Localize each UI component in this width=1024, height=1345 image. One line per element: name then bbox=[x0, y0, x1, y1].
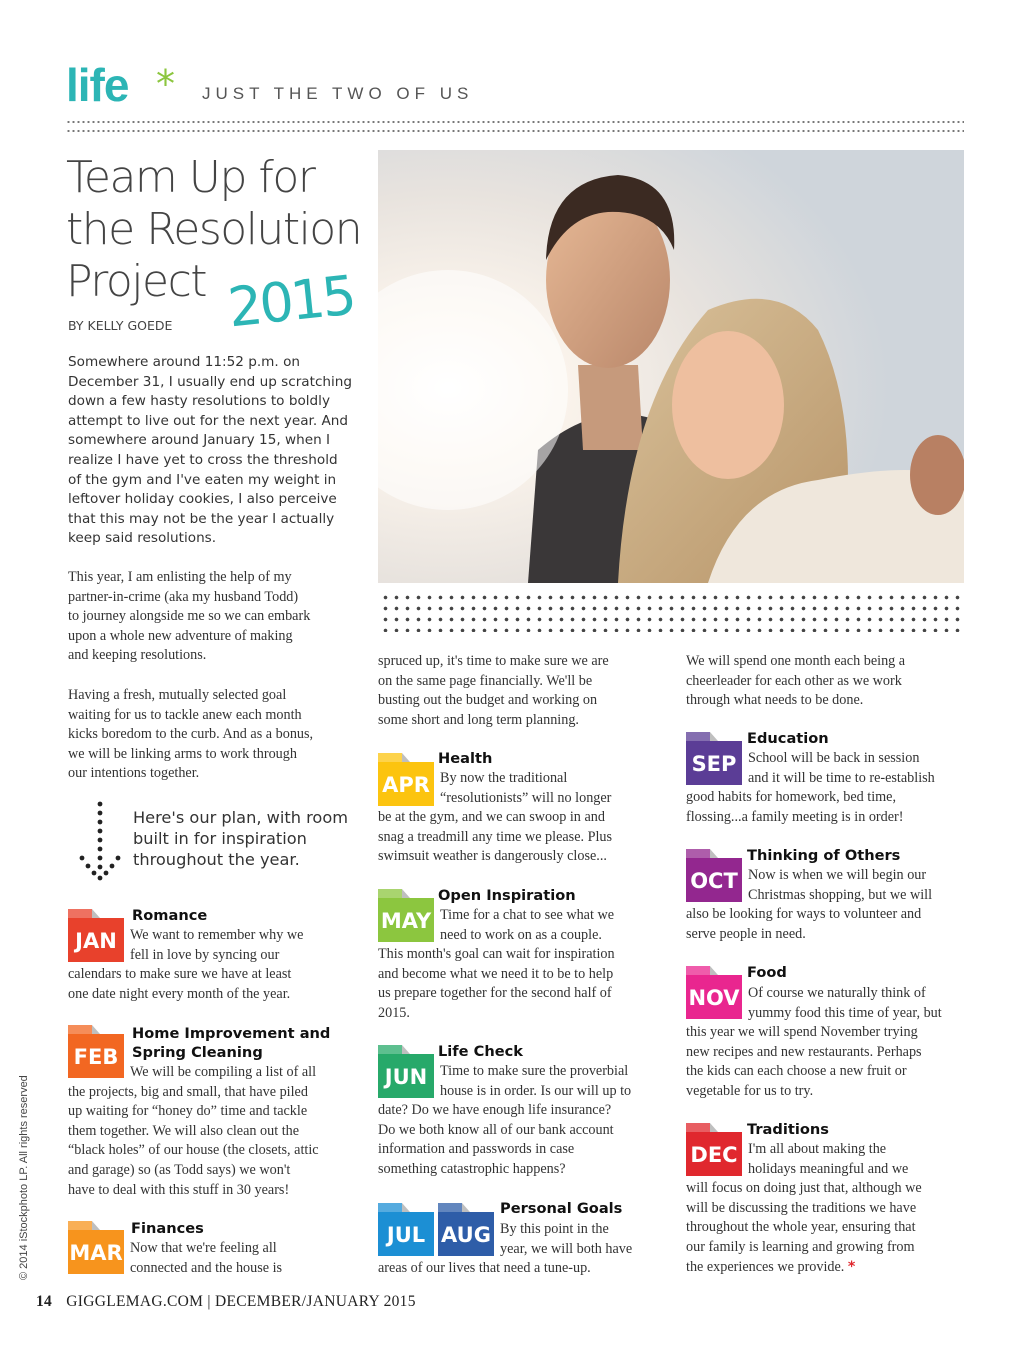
text-line: Now is when we will begin our bbox=[748, 867, 927, 883]
body-paragraph bbox=[68, 686, 313, 784]
text-line: something catastrophic happens? bbox=[378, 1160, 566, 1177]
subsection-label: JUST THE TWO OF US bbox=[202, 84, 474, 103]
text-line: and become what we need it to be to help bbox=[378, 965, 614, 982]
text-line: house is in order. Is our will up to bbox=[440, 1082, 632, 1099]
text-line: December 31, I usually end up scratching bbox=[68, 373, 353, 390]
month-heading: Life Check bbox=[438, 1043, 523, 1060]
text-line: waiting for us to tackle anew each month bbox=[68, 706, 302, 723]
text-line: kicks boredom to the curb. And as a bonus, bbox=[68, 726, 314, 743]
text-line: leftover holiday cookies, I also perceive bbox=[68, 491, 337, 508]
text-line: Spring Cleaning bbox=[132, 1044, 263, 1061]
text-line: the experiences we provide. bbox=[686, 1258, 845, 1275]
text-line: realize I have yet to cross the threshold bbox=[68, 451, 338, 468]
text-line: and garage) so (as Todd says) we won't bbox=[68, 1161, 291, 1178]
text-line: “black holes” of our house (the closets, attic bbox=[68, 1142, 319, 1159]
text-line: connected and the house is bbox=[130, 1259, 283, 1276]
month-text bbox=[686, 984, 976, 1102]
header-divider bbox=[66, 121, 964, 123]
text-line: down a few hasty resolutions to boldly bbox=[68, 393, 330, 410]
text-line: Home Improvement and bbox=[132, 1025, 331, 1042]
text-line: throughout the whole year, ensuring that bbox=[686, 1219, 916, 1236]
text-line: partner-in-crime (aka my husband Todd) bbox=[68, 588, 299, 605]
text-line: information and passwords in case bbox=[378, 1141, 575, 1158]
text-line: be at the gym, and we can swoop in and bbox=[378, 809, 605, 826]
month-heading bbox=[132, 1024, 330, 1062]
month-text bbox=[686, 749, 976, 827]
text-line: somewhere around January 15, when I bbox=[68, 432, 331, 449]
text-line: and keeping resolutions. bbox=[68, 647, 207, 664]
text-line: built in for inspiration bbox=[133, 829, 307, 848]
text-line: This month's goal can wait for inspiration bbox=[378, 946, 615, 963]
text-line: will focus on doing just that, although we bbox=[686, 1180, 922, 1197]
text-line: Having a fresh, mutually selected goal bbox=[68, 687, 287, 703]
month-heading: Health bbox=[438, 750, 493, 767]
text-line: areas of our lives that need a tune-up. bbox=[378, 1260, 591, 1277]
month-text bbox=[378, 906, 668, 1024]
title-line: the Resolution bbox=[66, 204, 362, 255]
text-line: flossing...a family meeting is in order! bbox=[686, 808, 904, 825]
page-number: 14 bbox=[36, 1293, 53, 1310]
text-line: year, we will both have bbox=[500, 1240, 633, 1257]
month-heading: Romance bbox=[132, 907, 208, 924]
column-text bbox=[378, 652, 668, 730]
text-line: yummy food this time of year, but bbox=[748, 1004, 942, 1021]
text-line: fell in love by syncing our bbox=[130, 946, 280, 963]
page-footer bbox=[36, 1293, 416, 1311]
header-divider bbox=[66, 130, 964, 132]
plan-callout bbox=[133, 807, 363, 870]
text-line: good habits for homework, bed time, bbox=[686, 789, 897, 806]
month-badge-dec: DEC bbox=[686, 1132, 742, 1176]
text-line: them together. We will also clean out the bbox=[68, 1122, 300, 1139]
text-line: our intentions together. bbox=[68, 765, 200, 782]
text-line: Here's our plan, with room bbox=[133, 808, 348, 827]
month-badge-sep: SEP bbox=[686, 741, 742, 785]
title-line: Project bbox=[66, 256, 207, 307]
text-line: through what needs to be done. bbox=[686, 692, 864, 709]
body-paragraph bbox=[68, 568, 310, 666]
text-line: will be discussing the traditions we have bbox=[686, 1199, 917, 1216]
month-badge-jan: JAN bbox=[68, 918, 124, 962]
column-text bbox=[686, 652, 976, 711]
month-text bbox=[378, 1220, 678, 1279]
text-line: of the gym and I've eaten my weight in bbox=[68, 471, 337, 488]
text-line: to journey alongside me so we can embark bbox=[68, 608, 311, 625]
text-line: I'm all about making the bbox=[748, 1141, 887, 1157]
month-heading: Finances bbox=[131, 1220, 204, 1237]
text-line: the projects, big and small, that have piled bbox=[68, 1083, 308, 1100]
text-line: this year we will spend November trying bbox=[686, 1024, 918, 1041]
text-line: holidays meaningful and we bbox=[748, 1160, 909, 1177]
text-line: that this may not be the year I actually bbox=[68, 510, 335, 527]
month-text bbox=[686, 866, 976, 944]
text-line: snag a treadmill any time we please. Plus bbox=[378, 828, 613, 845]
text-line: This year, I am enlisting the help of my bbox=[68, 569, 292, 585]
text-line: Time to make sure the proverbial bbox=[440, 1063, 629, 1079]
text-line: have to deal with this stuff in 30 years! bbox=[68, 1181, 290, 1198]
footer-text: GIGGLEMAG.COM | DECEMBER/JANUARY 2015 bbox=[66, 1293, 416, 1310]
month-badge-jun: JUN bbox=[378, 1054, 434, 1098]
text-line: one date night every month of the year. bbox=[68, 985, 291, 1002]
text-line: throughout the year. bbox=[133, 850, 300, 869]
text-line: Time for a chat to see what we bbox=[440, 907, 615, 923]
intro-paragraph bbox=[68, 353, 358, 549]
month-badge-apr: APR bbox=[378, 762, 434, 806]
text-line: Do we both know all of our bank account bbox=[378, 1121, 614, 1138]
text-line: the kids can each choose a new fruit or bbox=[686, 1063, 907, 1080]
text-line: us prepare together for the second half of bbox=[378, 985, 612, 1002]
text-line: need to work on as a couple. bbox=[440, 926, 602, 943]
month-heading: Education bbox=[747, 730, 829, 747]
month-text bbox=[68, 926, 358, 1004]
month-text bbox=[68, 1239, 368, 1278]
dotted-arrow-icon bbox=[78, 800, 122, 890]
text-line: some short and long term planning. bbox=[378, 711, 579, 728]
text-line: and it will be time to re-establish bbox=[748, 769, 935, 786]
text-line: on the same page financially. We'll be bbox=[378, 672, 593, 689]
text-line: attempt to live out for the next year. And bbox=[68, 412, 349, 429]
text-line: Christmas shopping, but we will bbox=[748, 886, 933, 903]
text-line: cheerleader for each other as we work bbox=[686, 672, 902, 689]
title-year: 2015 bbox=[225, 263, 357, 340]
text-line: Now that we're feeling all bbox=[130, 1240, 277, 1256]
text-line: We will be compiling a list of all bbox=[130, 1064, 317, 1080]
month-heading: Traditions bbox=[747, 1121, 829, 1138]
text-line: new recipes and new restaurants. Perhaps bbox=[686, 1043, 922, 1060]
text-line: Of course we naturally think of bbox=[748, 985, 926, 1001]
text-line: swimsuit weather is dangerously close... bbox=[378, 848, 607, 865]
text-line: also be looking for ways to volunteer and bbox=[686, 906, 922, 923]
month-heading: Thinking of Others bbox=[747, 847, 901, 864]
month-heading: Open Inspiration bbox=[438, 887, 576, 904]
text-line: serve people in need. bbox=[686, 925, 806, 942]
text-line: keep said resolutions. bbox=[68, 530, 217, 547]
month-badge-mar: MAR bbox=[68, 1230, 124, 1274]
text-line: “resolutionists” will no longer bbox=[440, 789, 612, 806]
end-asterisk-icon: * bbox=[847, 1258, 856, 1275]
text-line: upon a whole new adventure of making bbox=[68, 627, 293, 644]
text-line: School will be back in session bbox=[748, 750, 920, 766]
photo-credit: © 2014 iStockphoto LP. All rights reserved bbox=[18, 1075, 30, 1280]
text-line: up waiting for “honey do” time and tackle bbox=[68, 1103, 308, 1120]
asterisk-icon: * bbox=[156, 62, 175, 106]
byline: BY KELLY GOEDE bbox=[68, 318, 173, 333]
text-line: By this point in the bbox=[500, 1221, 609, 1237]
text-line: our family is learning and growing from bbox=[686, 1238, 915, 1255]
month-badge-jul: JUL bbox=[378, 1212, 434, 1256]
month-text bbox=[378, 1062, 678, 1180]
month-heading: Food bbox=[747, 964, 787, 981]
text-line: Somewhere around 11:52 p.m. on bbox=[68, 354, 301, 370]
month-heading: Personal Goals bbox=[500, 1200, 623, 1217]
dot-pattern bbox=[380, 592, 966, 632]
month-badge-feb: FEB bbox=[68, 1034, 124, 1078]
month-text bbox=[686, 1140, 986, 1277]
month-badge-nov: NOV bbox=[686, 975, 742, 1019]
section-label: life bbox=[66, 59, 129, 111]
text-line: date? Do we have enough life insurance? bbox=[378, 1102, 612, 1119]
month-text bbox=[68, 1063, 368, 1200]
text-line: calendars to make sure we have at least bbox=[68, 966, 292, 983]
month-badge-may: MAY bbox=[378, 898, 434, 942]
month-badge-aug: AUG bbox=[438, 1212, 494, 1256]
title-line: Team Up for bbox=[66, 152, 315, 203]
text-line: We want to remember why we bbox=[130, 927, 304, 943]
month-text bbox=[378, 769, 668, 867]
text-line: we will be linking arms to work through bbox=[68, 745, 297, 762]
text-line: 2015. bbox=[378, 1004, 410, 1021]
text-line: We will spend one month each being a bbox=[686, 653, 906, 669]
text-line: busting out the budget and working on bbox=[378, 692, 598, 709]
text-line: vegetable for us to try. bbox=[686, 1082, 814, 1099]
couple-photo bbox=[378, 150, 964, 583]
text-line: spruced up, it's time to make sure we are bbox=[378, 653, 609, 669]
month-badge-oct: OCT bbox=[686, 858, 742, 902]
text-line: By now the traditional bbox=[440, 770, 568, 786]
